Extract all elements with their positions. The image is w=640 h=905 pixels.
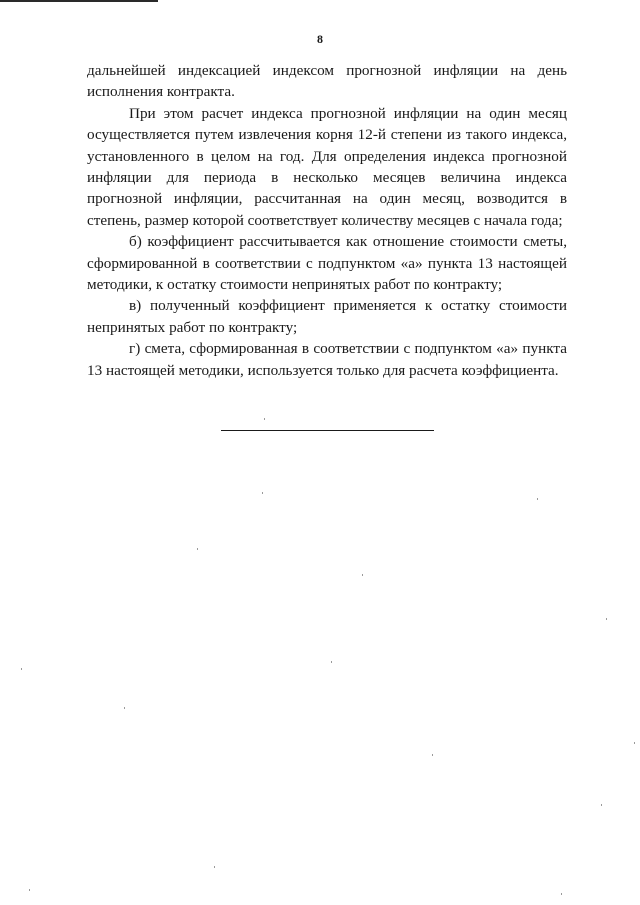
scan-speck (21, 668, 22, 670)
scan-speck (634, 742, 635, 744)
scan-speck (214, 866, 215, 868)
scan-speck (537, 498, 538, 500)
scan-speck (197, 548, 198, 550)
paragraph-inflation-index: При этом расчет индекса прогнозной инфляции на один месяц осуществляется путем извлечения корня 12-й степени из такого индекса, установленного в целом на год. Для определения индекса прогнозной инфляции для периода в несколько месяцев величина индекса прогнозной инфляции, рассчитанная на один месяц, возводится в степень, размер которой соответствует количеству месяцев с начала года; (87, 104, 567, 229)
body-text (87, 60, 567, 381)
paragraph-item-v: в) полученный коэффициент применяется к остатку стоимости непринятых работ по контракту; (87, 297, 567, 336)
scan-speck (362, 574, 363, 576)
scan-speck (432, 754, 433, 756)
end-divider-line (221, 430, 434, 431)
scan-speck (264, 418, 265, 420)
paragraph-continuation: дальнейшей индексацией индексом прогнозной инфляции на день исполнения контракта. (87, 62, 567, 101)
scan-speck (124, 707, 125, 709)
paragraph-item-g: г) смета, сформированная в соответствии с подпунктом «а» пункта 13 настоящей методики, используется только для расчета коэффициента. (87, 340, 567, 379)
scan-speck (601, 804, 602, 806)
scan-speck (606, 618, 607, 620)
scan-speck (561, 893, 562, 895)
scan-edge-line (0, 0, 158, 2)
scan-speck (29, 889, 30, 891)
scan-speck (262, 492, 263, 494)
paragraph-item-b: б) коэффициент рассчитывается как отношение стоимости сметы, сформированной в соответствии с подпунктом «а» пункта 13 настоящей методики, к остатку стоимости непринятых работ по контракту; (87, 233, 567, 294)
page-number: 8 (317, 32, 323, 46)
scan-speck (331, 661, 332, 663)
